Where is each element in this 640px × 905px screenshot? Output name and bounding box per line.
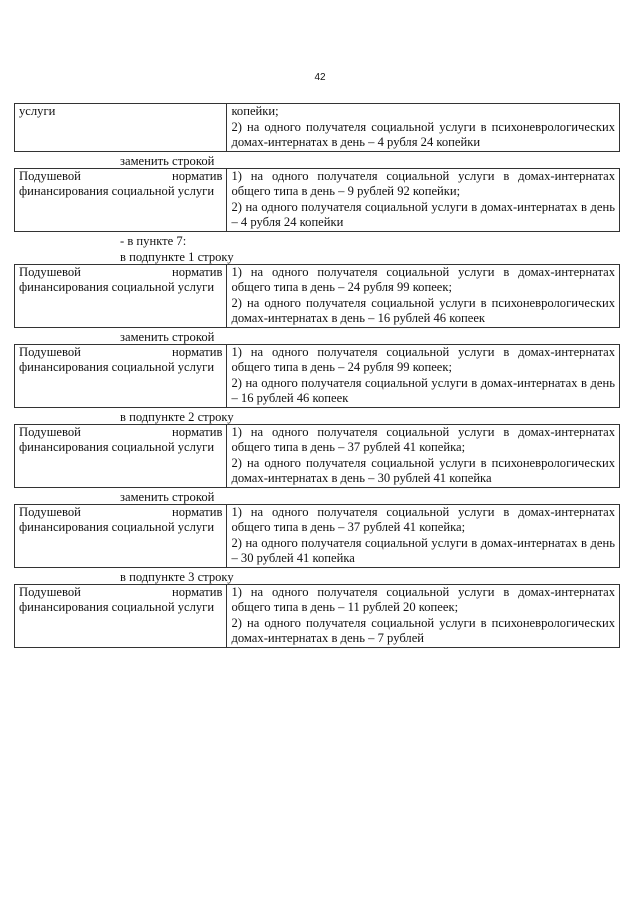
page-number: 42 xyxy=(314,72,326,83)
row-label-cell: Подушевой норматив финансирования социальной услуги xyxy=(15,504,227,567)
row-value-cell xyxy=(227,168,620,231)
instruction-line: в подпункте 2 строку xyxy=(120,409,234,424)
instruction-line: в подпункте 1 строку xyxy=(120,249,234,264)
rule-table xyxy=(14,504,620,568)
instruction-line: заменить строкой xyxy=(120,329,215,344)
value-paragraph: 2) на одного получателя социальной услуги в домах-интернатах в день – 16 рублей 46 копеек xyxy=(231,375,615,405)
row-value-cell xyxy=(227,584,620,647)
value-paragraph: 2) на одного получателя социальной услуги в психоневрологических домах-интернатах в день – 4 рубля 24 копейки xyxy=(231,119,615,149)
value-paragraph: 1) на одного получателя социальной услуги в домах-интернатах общего типа в день – 24 рубля 99 копеек; xyxy=(231,344,615,374)
table-row xyxy=(15,424,620,487)
value-paragraph: 2) на одного получателя социальной услуги в домах-интернатах в день – 4 рубля 24 копейки xyxy=(231,199,615,229)
row-label-cell: услуги xyxy=(15,104,227,152)
instruction-line: заменить строкой xyxy=(120,489,215,504)
table-row xyxy=(15,584,620,647)
rule-table xyxy=(14,344,620,408)
row-label-cell: Подушевой норматив финансирования социальной услуги xyxy=(15,424,227,487)
rule-table xyxy=(14,103,620,152)
table-row xyxy=(15,104,620,152)
row-label-cell: Подушевой норматив финансирования социальной услуги xyxy=(15,344,227,407)
value-paragraph: 1) на одного получателя социальной услуги в домах-интернатах общего типа в день – 11 рублей 20 копеек; xyxy=(231,584,615,614)
value-paragraph: 2) на одного получателя социальной услуги в психоневрологических домах-интернатах в день – 30 рублей 41 копейка xyxy=(231,455,615,485)
row-value-cell xyxy=(227,104,620,152)
row-label-cell: Подушевой норматив финансирования социальной услуги xyxy=(15,584,227,647)
table-row xyxy=(15,344,620,407)
value-paragraph: 1) на одного получателя социальной услуги в домах-интернатах общего типа в день – 24 рубля 99 копеек; xyxy=(231,264,615,294)
value-paragraph: 1) на одного получателя социальной услуги в домах-интернатах общего типа в день – 9 рублей 92 копейки; xyxy=(231,168,615,198)
rule-table xyxy=(14,584,620,648)
instruction-line: в подпункте 3 строку xyxy=(120,569,234,584)
row-value-cell xyxy=(227,264,620,327)
row-value-cell xyxy=(227,344,620,407)
value-paragraph: 2) на одного получателя социальной услуги в психоневрологических домах-интернатах в день – 16 рублей 46 копеек xyxy=(231,295,615,325)
instruction-line: заменить строкой xyxy=(120,153,215,168)
value-paragraph: 1) на одного получателя социальной услуги в домах-интернатах общего типа в день – 37 рублей 41 копейка; xyxy=(231,424,615,454)
value-paragraph: 2) на одного получателя социальной услуги в психоневрологических домах-интернатах в день – 7 рублей xyxy=(231,615,615,645)
table-row xyxy=(15,168,620,231)
rule-table xyxy=(14,424,620,488)
row-value-cell xyxy=(227,504,620,567)
value-paragraph: 2) на одного получателя социальной услуги в домах-интернатах в день – 30 рублей 41 копейка xyxy=(231,535,615,565)
rule-table xyxy=(14,264,620,328)
row-value-cell xyxy=(227,424,620,487)
table-row xyxy=(15,504,620,567)
instruction-line: - в пункте 7: xyxy=(120,233,187,248)
value-paragraph: 1) на одного получателя социальной услуги в домах-интернатах общего типа в день – 37 рублей 41 копейка; xyxy=(231,504,615,534)
table-row xyxy=(15,264,620,327)
rule-table xyxy=(14,168,620,232)
document-body xyxy=(14,103,620,648)
value-paragraph: копейки; xyxy=(231,104,279,118)
row-label-cell: Подушевой норматив финансирования социальной услуги xyxy=(15,168,227,231)
row-label-cell: Подушевой норматив финансирования социальной услуги xyxy=(15,264,227,327)
